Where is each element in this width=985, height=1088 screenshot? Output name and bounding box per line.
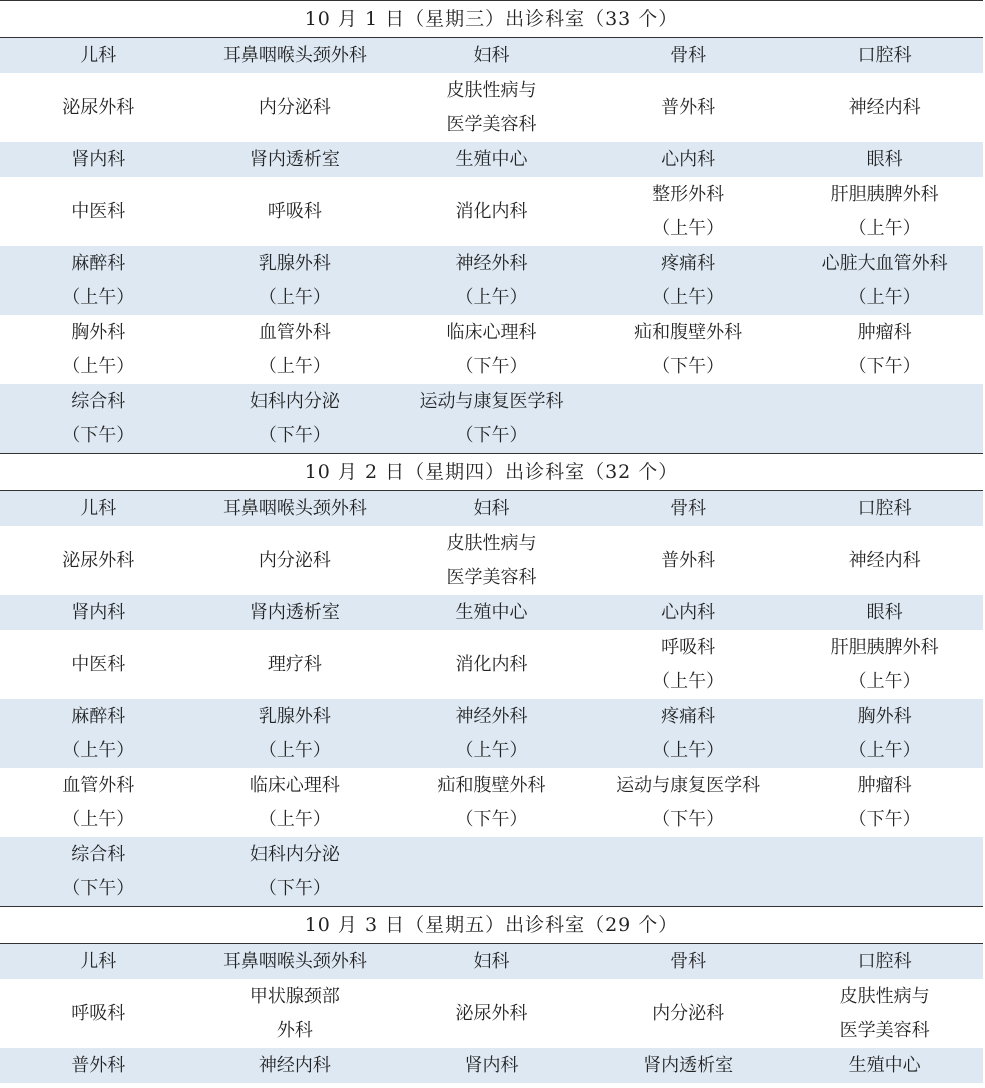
table-row [0,73,983,142]
department-cell: 临床心理科 （下午） [446,321,537,377]
section-title: 10 月 3 日（星期五）出诊科室（29 个） [0,906,983,944]
department-cell: 心内科 [661,601,716,623]
department-cell: 肝胆胰脾外科 （上午） [830,183,939,239]
department-cell: 疼痛科 （上午） [652,252,725,308]
department-cell: 骨科 [670,497,707,519]
department-cell: 肾内透析室 [643,1054,734,1076]
department-cell: 疝和腹壁外科 （下午） [437,774,546,830]
department-cell: 儿科 [80,950,117,972]
department-cell: 普外科 [661,549,716,571]
department-cell: 内分泌科 [258,549,331,571]
department-cell: 耳鼻咽喉头颈外科 [222,497,367,519]
department-cell: 骨科 [670,950,707,972]
department-cell: 妇科 [473,44,510,66]
department-cell: 皮肤性病与 医学美容科 [446,532,537,588]
department-cell: 血管外科 （上午） [258,321,331,377]
department-cell: 疼痛科 （上午） [652,705,725,761]
department-cell: 儿科 [80,44,117,66]
table-row [0,768,983,837]
department-cell: 生殖中心 [848,1054,921,1076]
department-cell: 肾内科 [71,601,126,623]
department-cell: 麻醉科 （上午） [62,252,135,308]
department-cell: 神经外科 （上午） [455,705,528,761]
department-cell: 心脏大血管外科 （上午） [821,252,948,308]
department-cell: 麻醉科 （上午） [62,705,135,761]
department-cell [786,837,983,906]
department-cell: 生殖中心 [455,601,528,623]
department-cell [590,837,787,906]
department-cell: 骨科 [670,44,707,66]
department-cell: 神经内科 [848,96,921,118]
department-cell: 普外科 [71,1054,126,1076]
department-cell: 妇科 [473,497,510,519]
department-cell: 耳鼻咽喉头颈外科 [222,44,367,66]
department-cell: 心内科 [661,148,716,170]
table-row [0,699,983,768]
table-row [0,177,983,246]
department-cell: 内分泌科 [652,1002,725,1024]
department-cell: 妇科 [473,950,510,972]
department-cell: 肿瘤科 （下午） [848,321,921,377]
table-row [0,38,983,73]
department-cell: 综合科 （下午） [62,843,135,899]
department-cell: 口腔科 [857,44,912,66]
department-cell: 泌尿外科 [455,1002,528,1024]
department-cell: 运动与康复医学科 （下午） [419,390,564,446]
department-cell: 泌尿外科 [62,96,135,118]
table-row [0,1048,983,1083]
department-cell: 乳腺外科 （上午） [258,705,331,761]
department-cell: 肾内科 [464,1054,519,1076]
table-row [0,526,983,595]
department-cell: 肿瘤科 （下午） [848,774,921,830]
department-cell: 胸外科 （上午） [62,321,135,377]
department-cell: 普外科 [661,96,716,118]
table-row [0,944,983,979]
department-cell: 肝胆胰脾外科 （上午） [830,636,939,692]
department-cell: 呼吸科 [267,200,322,222]
department-cell: 消化内科 [455,653,528,675]
department-cell: 妇科内分泌 （下午） [249,843,340,899]
department-cell: 消化内科 [455,200,528,222]
department-cell: 妇科内分泌 （下午） [249,390,340,446]
department-cell: 神经内科 [848,549,921,571]
department-cell: 中医科 [71,653,126,675]
department-cell: 口腔科 [857,497,912,519]
table-row [0,384,983,453]
department-cell: 血管外科 （上午） [62,774,135,830]
department-cell: 运动与康复医学科 （下午） [616,774,761,830]
table-row [0,837,983,906]
department-cell: 乳腺外科 （上午） [258,252,331,308]
department-cell: 神经内科 [258,1054,331,1076]
department-cell: 眼科 [866,148,903,170]
department-cell: 泌尿外科 [62,549,135,571]
table-row [0,595,983,630]
department-cell [590,384,787,453]
department-cell: 皮肤性病与 医学美容科 [839,985,930,1041]
department-cell: 肾内科 [71,148,126,170]
department-cell: 疝和腹壁外科 （下午） [634,321,743,377]
department-cell: 生殖中心 [455,148,528,170]
department-cell: 内分泌科 [258,96,331,118]
section-title: 10 月 2 日（星期四）出诊科室（32 个） [0,453,983,491]
table-row [0,979,983,1048]
department-cell: 临床心理科 （上午） [249,774,340,830]
department-cell: 肾内透析室 [249,148,340,170]
table-row [0,315,983,384]
department-cell [393,837,590,906]
table-row [0,246,983,315]
department-cell: 综合科 （下午） [62,390,135,446]
department-cell [786,384,983,453]
department-cell: 眼科 [866,601,903,623]
department-cell: 呼吸科 [71,1002,126,1024]
department-cell: 理疗科 [267,653,322,675]
department-cell: 整形外科 （上午） [652,183,725,239]
department-cell: 甲状腺颈部 外科 [249,985,340,1041]
section-title: 10 月 1 日（星期三）出诊科室（33 个） [0,0,983,38]
department-cell: 口腔科 [857,950,912,972]
department-cell: 儿科 [80,497,117,519]
department-cell: 神经外科 （上午） [455,252,528,308]
department-cell: 皮肤性病与 医学美容科 [446,79,537,135]
department-cell: 呼吸科 （上午） [652,636,725,692]
table-row [0,630,983,699]
department-cell: 中医科 [71,200,126,222]
table-row [0,142,983,177]
department-cell: 耳鼻咽喉头颈外科 [222,950,367,972]
department-cell: 肾内透析室 [249,601,340,623]
table-row [0,491,983,526]
department-cell: 胸外科 （上午） [848,705,921,761]
